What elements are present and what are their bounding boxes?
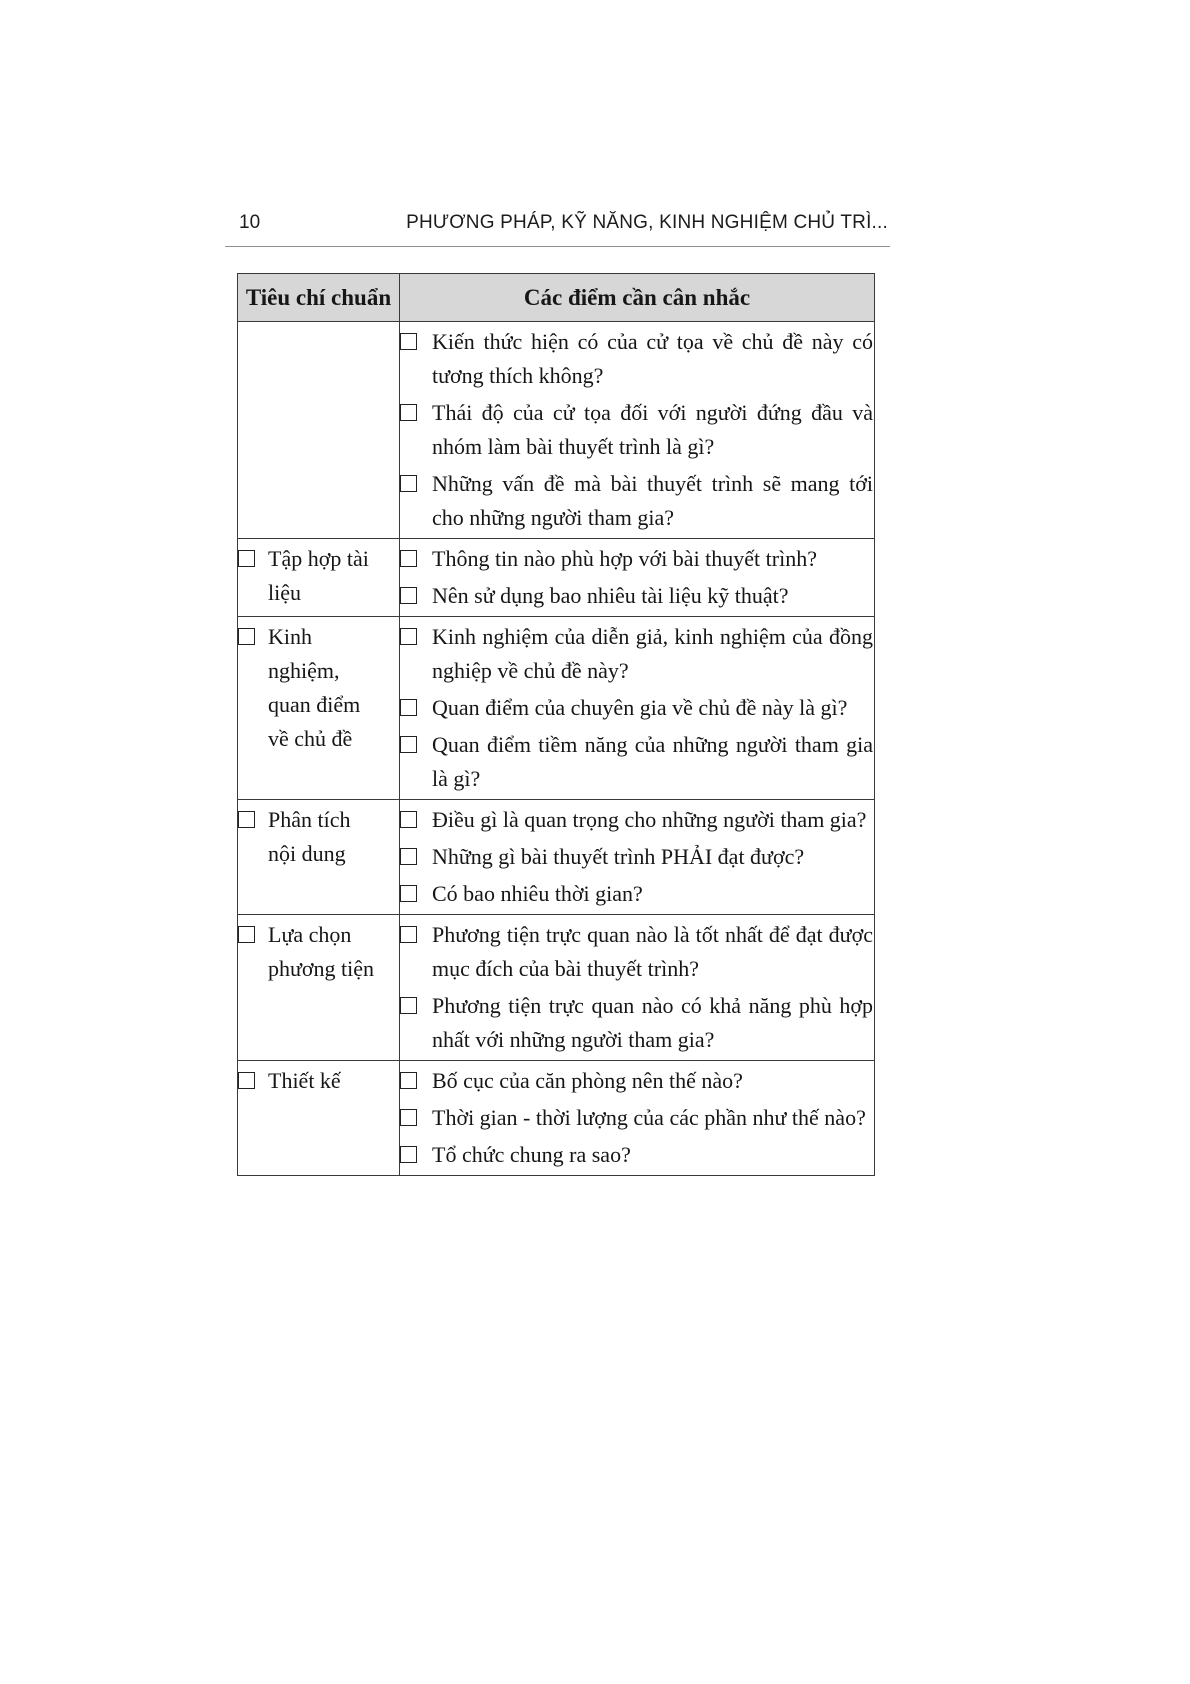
point-item: [400, 691, 874, 725]
checkbox-icon: [400, 997, 417, 1014]
criterion-item-text: Phân tích nội dung: [268, 807, 351, 866]
checkbox-icon: [400, 550, 417, 567]
points-cell: [400, 800, 875, 915]
criterion-item-text: Lựa chọn phương tiện: [268, 922, 375, 981]
criterion-item: [238, 918, 399, 986]
points-cell: [400, 539, 875, 617]
point-item-text: Kinh nghiệm của diễn giả, kinh nghiệm của đồng nghiệp về chủ đề này?: [432, 624, 873, 683]
point-item-text: Thời gian - thời lượng của các phần như thế nào?: [432, 1105, 866, 1130]
criterion-item: [238, 620, 399, 756]
point-item: [400, 989, 874, 1057]
point-item: [400, 1138, 874, 1172]
table-row: [238, 539, 875, 617]
checkbox-icon: [238, 550, 255, 567]
points-cell: [400, 617, 875, 800]
checkbox-icon: [238, 811, 255, 828]
checkbox-icon: [400, 811, 417, 828]
criterion-cell: [238, 915, 400, 1061]
criterion-item: [238, 542, 399, 610]
criteria-table-body: [238, 322, 875, 1176]
checkbox-icon: [400, 885, 417, 902]
points-cell: [400, 1061, 875, 1176]
point-item-text: Những gì bài thuyết trình PHẢI đạt được?: [432, 844, 805, 869]
checkbox-icon: [400, 628, 417, 645]
checkbox-icon: [400, 1146, 417, 1163]
table-row: [238, 1061, 875, 1176]
checkbox-icon: [400, 699, 417, 716]
checkbox-icon: [400, 926, 417, 943]
point-item: [400, 877, 874, 911]
point-item: [400, 728, 874, 796]
criterion-item-text: Thiết kế: [268, 1068, 341, 1093]
criteria-table: [237, 273, 875, 1176]
point-item-text: Điều gì là quan trọng cho những người tham gia?: [432, 807, 867, 832]
point-item-text: Quan điểm của chuyên gia về chủ đề này là gì?: [432, 695, 848, 720]
point-item: [400, 467, 874, 535]
header-criterion: Tiêu chí chuẩn: [238, 274, 400, 322]
checkbox-icon: [400, 1072, 417, 1089]
criterion-cell: [238, 1061, 400, 1176]
checkbox-icon: [400, 848, 417, 865]
criterion-item-text: Kinh nghiệm, quan điểm về chủ đề: [268, 624, 361, 751]
criterion-item: [238, 1064, 399, 1098]
table-header-row: [238, 274, 875, 322]
points-cell: [400, 915, 875, 1061]
point-item-text: Nên sử dụng bao nhiêu tài liệu kỹ thuật?: [432, 583, 789, 608]
checkbox-icon: [400, 736, 417, 753]
table-row: [238, 322, 875, 539]
checkbox-icon: [400, 475, 417, 492]
point-item-text: Thái độ của cử tọa đối với người đứng đầu và nhóm làm bài thuyết trình là gì?: [432, 400, 873, 459]
criterion-item-text: Tập hợp tài liệu: [268, 546, 369, 605]
point-item: [400, 1064, 874, 1098]
page-number: 10: [239, 212, 261, 233]
criterion-item: [238, 803, 399, 871]
point-item: [400, 1101, 874, 1135]
point-item: [400, 396, 874, 464]
point-item: [400, 840, 874, 874]
header-points: Các điểm cần cân nhắc: [400, 274, 875, 322]
point-item-text: Những vấn đề mà bài thuyết trình sẽ mang tới cho những người tham gia?: [432, 471, 873, 530]
checkbox-icon: [400, 587, 417, 604]
point-item: [400, 620, 874, 688]
point-item-text: Phương tiện trực quan nào là tốt nhất để đạt được mục đích của bài thuyết trình?: [432, 922, 873, 981]
point-item-text: Có bao nhiêu thời gian?: [432, 881, 643, 906]
point-item-text: Phương tiện trực quan nào có khả năng phù hợp nhất với những người tham gia?: [432, 993, 873, 1052]
checkbox-icon: [400, 1109, 417, 1126]
points-cell: [400, 322, 875, 539]
checkbox-icon: [400, 404, 417, 421]
point-item: [400, 803, 874, 837]
running-head: [225, 212, 890, 247]
point-item: [400, 918, 874, 986]
point-item: [400, 542, 874, 576]
point-item: [400, 325, 874, 393]
checkbox-icon: [238, 926, 255, 943]
criterion-cell: [238, 617, 400, 800]
criterion-cell: [238, 800, 400, 915]
point-item-text: Thông tin nào phù hợp với bài thuyết trình?: [432, 546, 817, 571]
table-row: [238, 617, 875, 800]
table-row: [238, 800, 875, 915]
running-title: PHƯƠNG PHÁP, KỸ NĂNG, KINH NGHIỆM CHỦ TRÌ...: [406, 212, 888, 233]
criterion-cell: [238, 322, 400, 539]
point-item-text: Bố cục của căn phòng nên thế nào?: [432, 1068, 743, 1093]
point-item-text: Quan điểm tiềm năng của những người tham gia là gì?: [432, 732, 873, 791]
table-row: [238, 915, 875, 1061]
checkbox-icon: [238, 628, 255, 645]
point-item-text: Kiến thức hiện có của cử tọa về chủ đề này có tương thích không?: [432, 329, 873, 388]
checkbox-icon: [400, 333, 417, 350]
checkbox-icon: [238, 1072, 255, 1089]
point-item: [400, 579, 874, 613]
page-content: [225, 212, 890, 1176]
criterion-cell: [238, 539, 400, 617]
point-item-text: Tổ chức chung ra sao?: [432, 1142, 631, 1167]
